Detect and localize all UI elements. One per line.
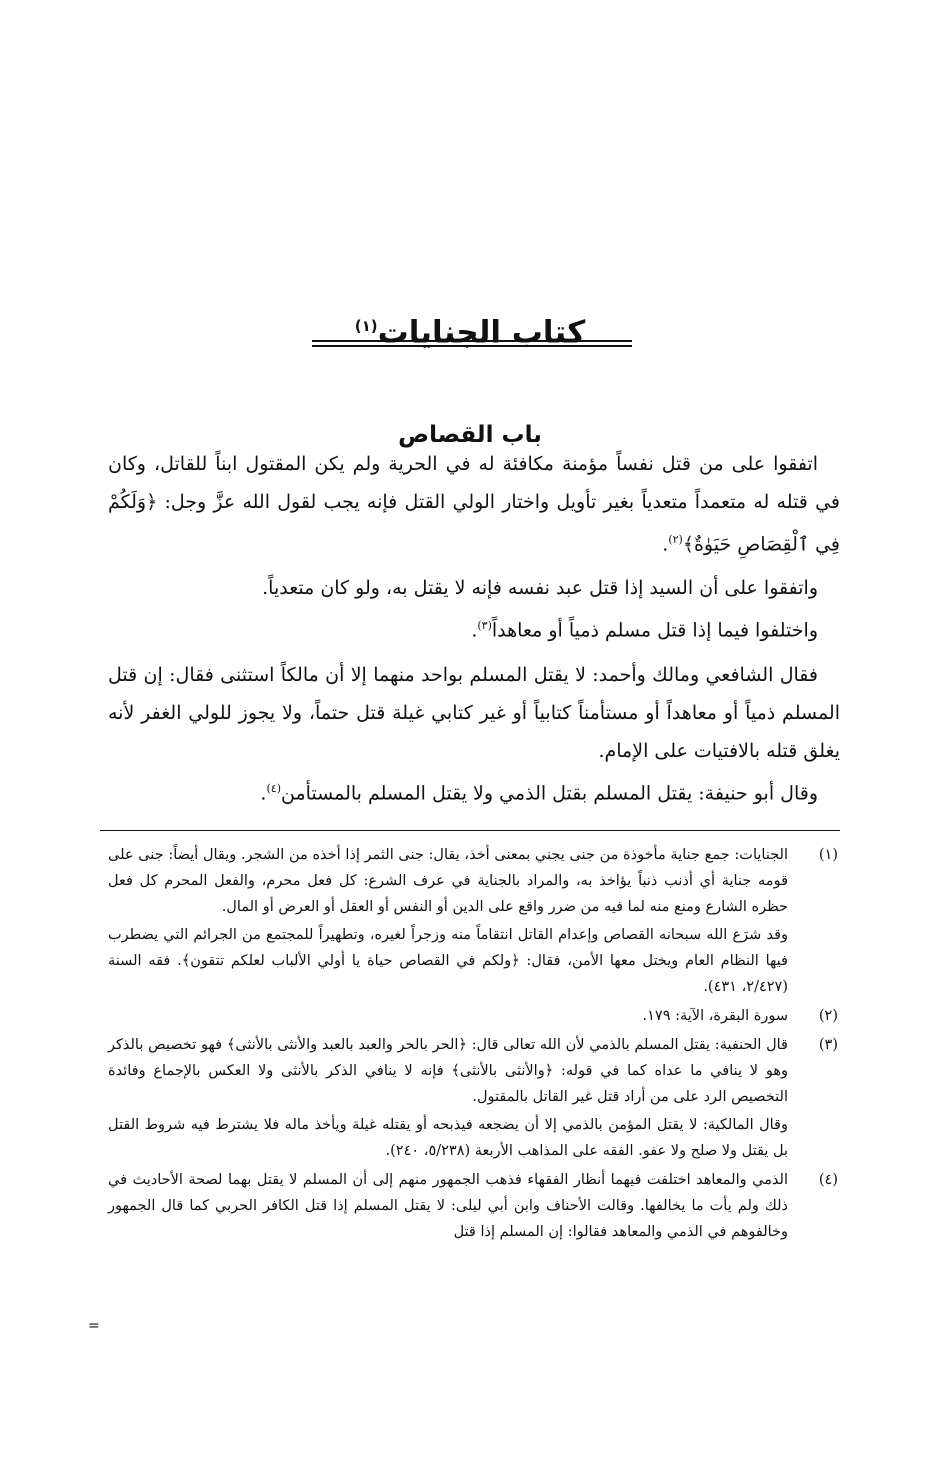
title-double-rule-top <box>312 340 632 342</box>
book-title-footnote-ref: (١) <box>354 316 378 335</box>
footnote-body <box>108 842 788 1002</box>
footnote-number: (٣) <box>818 1037 838 1053</box>
chapter-title: باب القصاص <box>398 422 542 449</box>
footnote-2 <box>108 1003 840 1031</box>
paragraph-text: واختلفوا فيما إذا قتل مسلم ذمياً أو معاهداً <box>491 619 818 642</box>
footnote-number: (٤) <box>818 1172 838 1188</box>
footnote-paragraph: قال الحنفية: يقتل المسلم بالذمي لأن الله تعالى قال: ﴿الحر بالحر والعبد بالعبد والأنثى بالأنثى﴾ فهو تخصيص بالذكر وهو لا ينافي ما عداه كما في قوله: ﴿والأنثى بالأنثى﴾ فإنه لا ينافي الذكر بالأنثى ولا العكس بالإجماع وفائدة التخصيص الرد على من أراد قتل غير القاتل بالمقتول. <box>108 1037 788 1105</box>
footnote-number: (٢) <box>818 1008 838 1024</box>
footnote-ref: (٣) <box>477 619 492 633</box>
body-paragraph <box>108 770 840 812</box>
footnote-body <box>108 1003 788 1031</box>
footnote-paragraph: وقال المالكية: لا يقتل المؤمن بالذمي إلا أن يضجعه فيذبحه أو يقتله غيلة ويأخذ ماله فلا يشترط فيه شروط القتل بل يقتل ولا صلح ولا عفو. الفقه على المذاهب الأربعة (٥/٢٣٨، ٢٤٠). <box>108 1117 788 1159</box>
book-page <box>100 0 840 1477</box>
footnote-body <box>108 1167 788 1247</box>
body-paragraph <box>108 445 840 563</box>
footnote-separator <box>100 830 840 831</box>
paragraph-text: واتفقوا على أن السيد إذا قتل عبد نفسه فإنه لا يقتل به، ولو كان متعدياً. <box>262 577 818 600</box>
body-paragraph <box>108 569 840 607</box>
paragraph-end: . <box>260 781 267 804</box>
footnote-ref: (٤) <box>266 781 281 795</box>
footnotes <box>108 842 840 1248</box>
paragraph-text: وقال أبو حنيفة: يقتل المسلم بقتل الذمي ولا يقتل المسلم بالمستأمن <box>280 781 818 804</box>
paragraph-end: . <box>662 533 669 556</box>
main-text <box>108 445 840 818</box>
book-title-text: كتاب الجنايات <box>377 314 586 351</box>
footnote-4 <box>108 1167 840 1247</box>
footnote-paragraph: سورة البقرة، الآية: ١٧٩. <box>642 1008 788 1024</box>
footnote-ref: (٢) <box>668 533 683 546</box>
continuation-mark: = <box>88 1318 100 1334</box>
paragraph-text: فقال الشافعي ومالك وأحمد: لا يقتل المسلم بواحد منهما إلا أن مالكاً استثنى فقال: إن قتل المسلم ذمياً أو معاهداً أو مستأمناً كتابياً أو غير كتابي غيلة قتل حتماً، ولا يجوز للولي الغفر لأنه يغلق قتله بالافتيات على الإمام. <box>108 663 840 762</box>
title-double-rule-bottom <box>312 345 632 347</box>
footnote-3 <box>108 1032 840 1166</box>
body-paragraph <box>108 607 840 649</box>
footnote-paragraph: وقد شرَع الله سبحانه القصاص وإعدام القاتل انتقاماً منه وزجراً لغيره، وتطهيراً للمجتمع من الجرائم التي يضطرب فيها النظام العام ويختل معها الأمن، فقال: ﴿ولكم في القصاص حياة يا أولي الألباب لعلكم تتقون﴾. فقه السنة (٢/٤٢٧، ٤٣١). <box>108 927 788 995</box>
footnote-1 <box>108 842 840 1002</box>
footnote-paragraph: الذمي والمعاهد اختلفت فيهما أنظار الفقهاء فذهب الجمهور منهم إلى أن المسلم لا يقتل بهما لصحة الأحاديث في ذلك ولم يأت ما يخالفها. وقالت الأحناف وابن أبي ليلى: لا يقتل المسلم إذا قتل الكافر الحربي كما قال الجمهور وخالفوهم في الذمي والمعاهد فقالوا: إن المسلم إذا قتل <box>108 1172 788 1240</box>
body-paragraph <box>108 656 840 770</box>
paragraph-end: . <box>471 619 478 642</box>
footnote-body <box>108 1032 788 1166</box>
paragraph-text: اتفقوا على من قتل نفساً مؤمنة مكافئة له في الحرية ولم يكن المقتول ابناً للقاتل، وكان في قتله له متعمداً متعدياً بغير تأويل واختار الولي القتل فإنه يجب لقول الله عزَّ وجل: ﴿وَلَكُمْ فِي ٱلْقِصَاصِ حَيَوٰةٌ﴾ <box>108 453 840 556</box>
footnote-paragraph: الجنايات: جمع جناية مأخوذة من جنى يجني بمعنى أخذ، يقال: جنى الثمر إذا أخذه من الشجر. ويقال أيضاً: جنى على قومه جناية أي أذنب ذنباً يؤاخذ به، والمراد بالجناية في عرف الشرع: كل فعل محرم، والفعل المحرم كل فعل حظره الشارع ومنع منه لما فيه من ضرر واقع على الدين أو النفس أو العقل أو العرض أو المال. <box>108 847 788 915</box>
footnote-number: (١) <box>818 847 838 863</box>
